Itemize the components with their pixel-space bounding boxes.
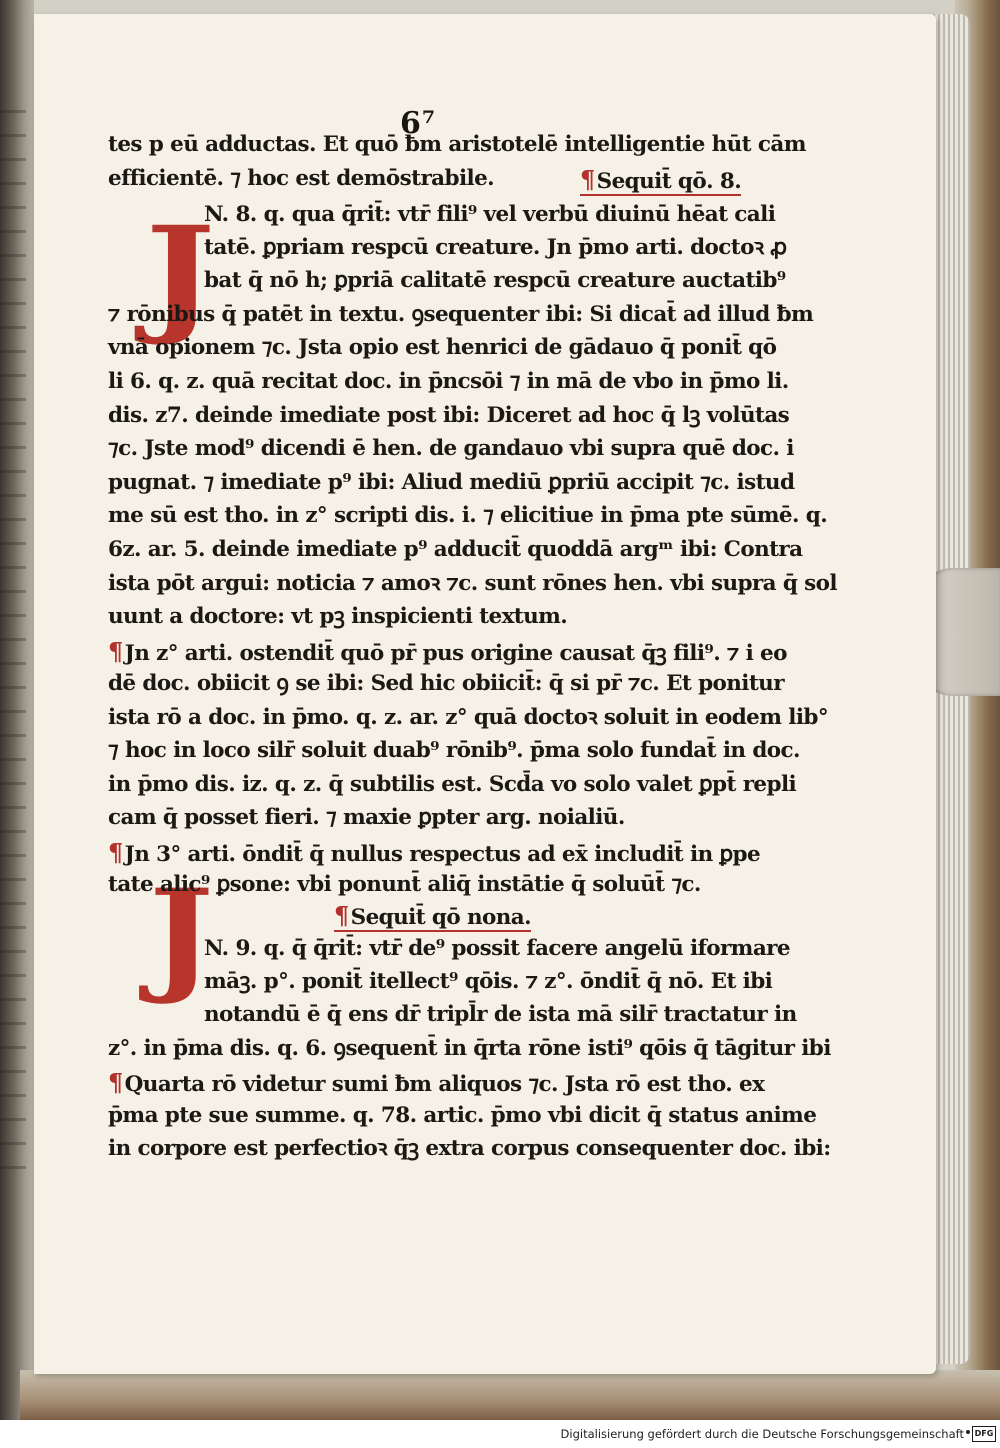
book-cover-bottom xyxy=(20,1370,1000,1420)
text-line xyxy=(108,637,787,666)
section-heading-text: Sequit̄ qō. 8. xyxy=(596,169,742,194)
section-heading-text: Sequit̄ qō nona. xyxy=(350,905,532,930)
pilcrow-mark-icon: ¶ xyxy=(580,165,595,194)
text-line: dē doc. obiicit ꝯ se ibi: Sed hic obiicit̄: q̄ si pr̄ ⁊c. Et ponitur xyxy=(108,671,784,696)
text-line xyxy=(108,1068,765,1097)
pilcrow-mark-icon: ¶ xyxy=(334,901,349,930)
red-initial-first: J xyxy=(145,199,216,349)
text-line: ⁊ hoc in loco silr̄ soluit duab⁹ rōnib⁹. p̄ma solo fundat̄ in doc. xyxy=(108,738,800,763)
text-line: ista pōt argui: noticia ⁊ amoꝛ ⁊c. sunt rōnes hen. vbi supra q̄ sol xyxy=(108,571,837,596)
section-heading xyxy=(334,901,532,932)
text-line: dis. z7. deinde imediate post ibi: Diceret ad hoc q̄ lꝫ volūtas xyxy=(108,403,790,428)
text-line: z°. in p̄ma dis. q. 6. ꝯsequent̄ in q̄rta rōne isti⁹ qōis q̄ tāgitur ibi xyxy=(108,1036,831,1061)
text-line: tes p eū adductas. Et quō ƀm aristotelē intelligentie hūt cām xyxy=(108,132,806,157)
text-line: N. 9. q. q̄ q̄rit̄: vtr̄ de⁹ possit facere angelū iformare xyxy=(204,936,790,961)
text-line: 6z. ar. 5. deinde imediate p⁹ adducit̄ quoddā argᵐ ibi: Contra xyxy=(108,537,803,562)
text-line: māꝫ. p°. ponit̄ itellect⁹ qōis. ⁊ z°. ōndit̄ q̄ nō. Et ibi xyxy=(204,969,773,994)
text-line: ⁊c. Jste mod⁹ dicendi ē hen. de gandauo vbi supra quē doc. i xyxy=(108,436,794,461)
pilcrow-mark-icon: ¶ xyxy=(108,1068,123,1097)
text-line xyxy=(108,838,761,867)
text-line: N. 8. q. qua q̄rit̄: vtr̄ fili⁹ vel verbū diuinū hēat cali xyxy=(204,202,776,227)
facing-page-edge xyxy=(0,110,26,1190)
text-line: ista rō a doc. in p̄mo. q. z. ar. z° quā doctoꝛ soluit in eodem lib° xyxy=(108,705,828,730)
text-line: bat q̄ nō h; ꝑpriā calitatē respcū creature auctatib⁹ xyxy=(204,268,786,293)
text-line: in p̄mo dis. iz. q. z. q̄ subtilis est. Scd̄a vo solo valet ꝑpt̄ repli xyxy=(108,772,797,797)
pilcrow-mark-icon: ¶ xyxy=(108,838,123,867)
text-line: in corpore est perfectioꝛ q̄ꝫ extra corpus consequenter doc. ibi: xyxy=(108,1136,831,1161)
red-initial-second: J xyxy=(149,863,214,1008)
text-line: vnā opionem ⁊c. Jsta opio est henrici de gādauo q̄ ponit̄ qō xyxy=(108,335,777,360)
text-line: efficientē. ⁊ hoc est demōstrabile. xyxy=(108,166,495,191)
text-line: notandū ē q̄ ens dr̄ tripl̄r de ista mā silr̄ tractatur in xyxy=(204,1002,797,1027)
text-line: cam q̄ posset fieri. ⁊ maxie ꝑpter arg. noialiū. xyxy=(108,805,625,830)
folio-number: 6⁷ xyxy=(400,106,437,141)
dfg-logo: DFG xyxy=(972,1426,996,1442)
book-page xyxy=(34,14,936,1374)
text-line: ⁊ rōnibus q̄ patēt in textu. ꝯsequenter ibi: Si dicat̄ ad illud ƀm xyxy=(108,302,814,327)
section-heading xyxy=(580,165,742,196)
text-line: tate alic⁹ ꝑsone: vbi ponunt̄ aliq̄ instātie q̄ soluūt̄ ⁊c. xyxy=(108,872,701,897)
text-line: me sū est tho. in z° scripti dis. i. ⁊ elicitiue in p̄ma pte sūmē. q. xyxy=(108,503,828,528)
text-line-content: Quarta rō videtur sumi ƀm aliquos ⁊c. Jsta rō est tho. ex xyxy=(124,1072,765,1097)
footer-credit: Digitalisierung gefördert durch die Deutsche Forschungsgemeinschaft xyxy=(560,1427,964,1441)
text-line: pugnat. ⁊ imediate p⁹ ibi: Aliud mediū ꝑpriū accipit ⁊c. istud xyxy=(108,470,795,495)
text-line: li 6. q. z. quā recitat doc. in p̄ncsōi ⁊ in mā de vbo in p̄mo li. xyxy=(108,369,789,394)
text-line-content: Jn z° arti. ostendit̄ quō pr̄ pus origine causat q̄ꝫ fili⁹. ⁊ i eo xyxy=(124,641,787,666)
text-line-content: Jn 3° arti. ōndit̄ q̄ nullus respectus ad ex̄ includit̄ in ꝑpe xyxy=(124,842,761,867)
text-line: p̄ma pte sue summe. q. 78. artic. p̄mo vbi dicit q̄ status anime xyxy=(108,1103,817,1128)
pilcrow-mark-icon: ¶ xyxy=(108,637,123,666)
text-line: uunt a doctore: vt pꝫ inspicienti textum. xyxy=(108,604,568,629)
text-line: tatē. ꝑpriam respcū creature. Jn p̄mo arti. doctoꝛ ꝓ xyxy=(204,235,787,260)
footer-separator-dot xyxy=(966,1430,970,1434)
